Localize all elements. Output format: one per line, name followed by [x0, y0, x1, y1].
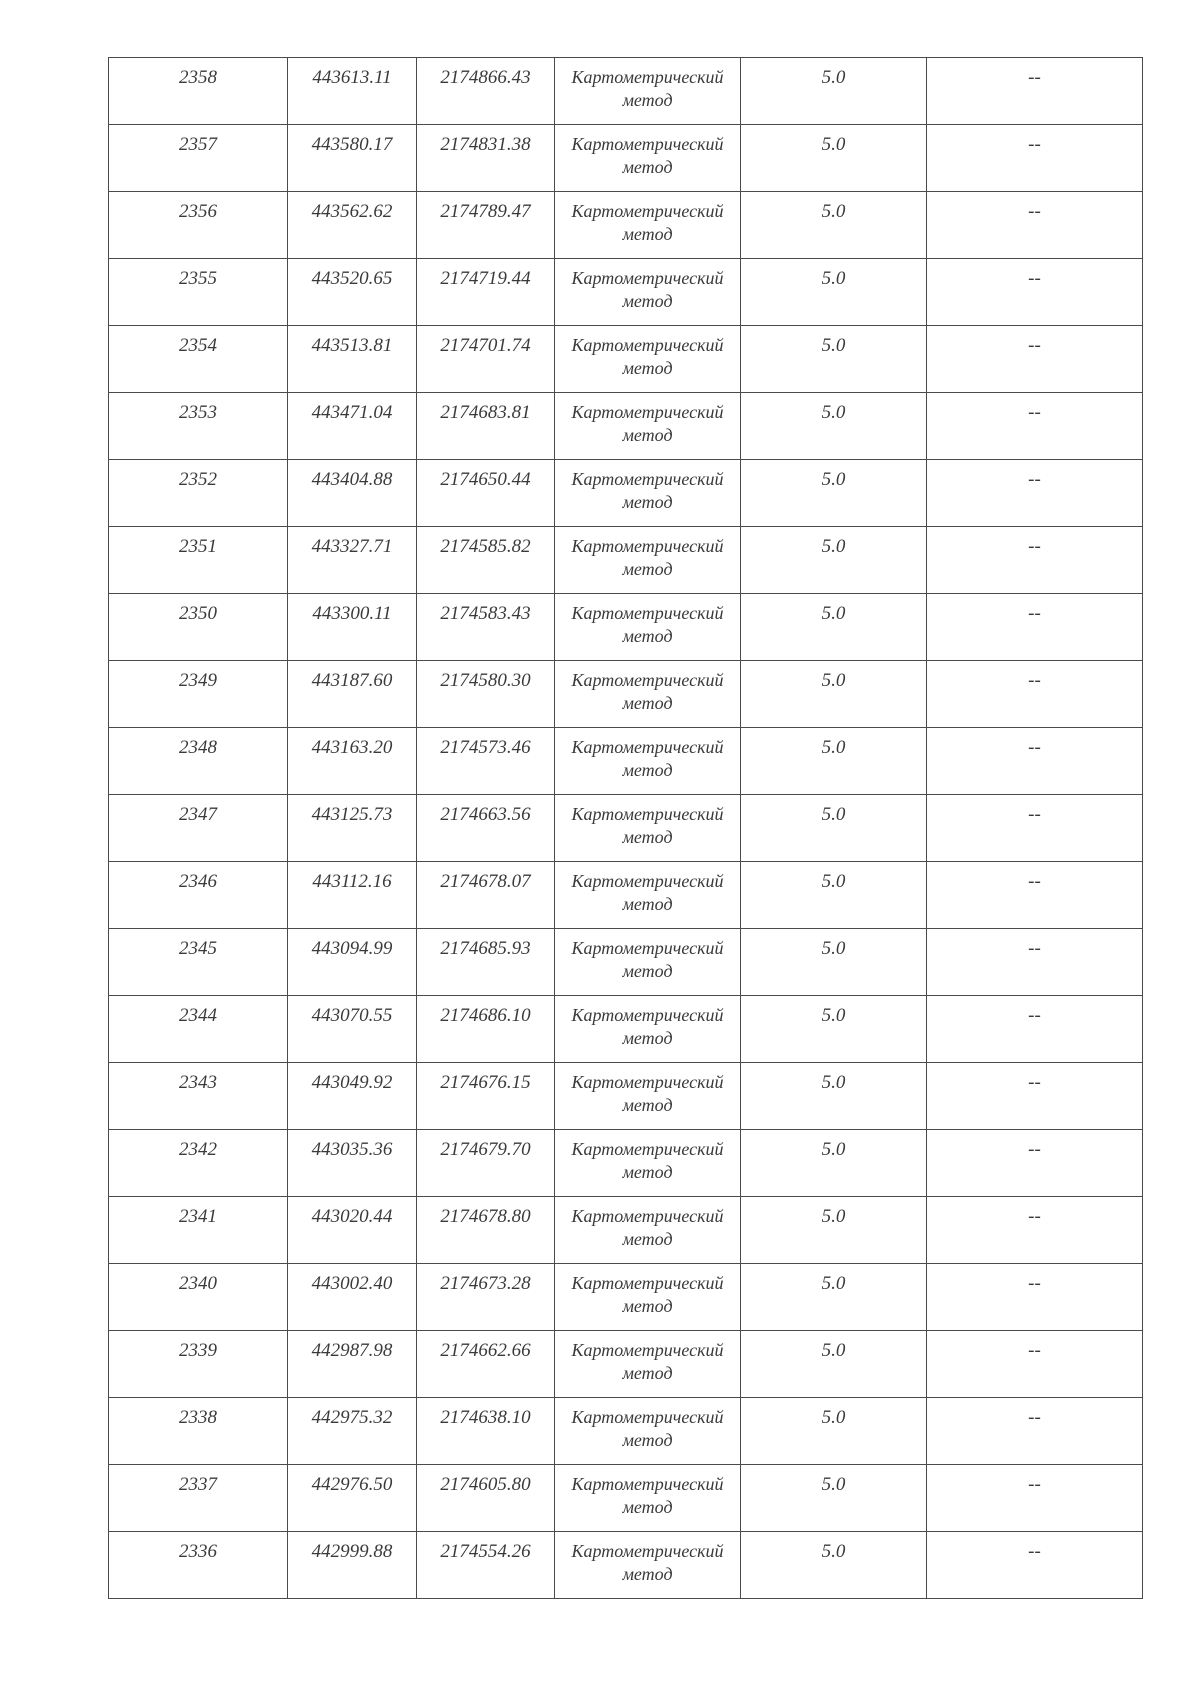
method-line-2: метод — [622, 425, 673, 445]
y-coordinate-cell: 2174789.47 — [417, 192, 555, 259]
method-cell — [555, 393, 741, 460]
method-line-2: метод — [622, 1363, 673, 1383]
y-coordinate-cell: 2174701.74 — [417, 326, 555, 393]
method-line-1: Картометрический — [571, 1474, 724, 1494]
accuracy-cell: 5.0 — [741, 192, 927, 259]
method-line-1: Картометрический — [571, 201, 724, 221]
point-number-cell: 2355 — [109, 259, 288, 326]
method-line-2: метод — [622, 961, 673, 981]
accuracy-cell: 5.0 — [741, 1398, 927, 1465]
description-cell: -- — [927, 862, 1143, 929]
description-cell: -- — [927, 1264, 1143, 1331]
method-line-1: Картометрический — [571, 737, 724, 757]
accuracy-cell: 5.0 — [741, 728, 927, 795]
description-cell: -- — [927, 192, 1143, 259]
point-number-cell: 2349 — [109, 661, 288, 728]
y-coordinate-cell: 2174585.82 — [417, 527, 555, 594]
y-coordinate-cell: 2174831.38 — [417, 125, 555, 192]
method-line-1: Картометрический — [571, 1340, 724, 1360]
description-cell: -- — [927, 125, 1143, 192]
x-coordinate-cell: 443187.60 — [288, 661, 417, 728]
y-coordinate-cell: 2174676.15 — [417, 1063, 555, 1130]
table-row — [109, 460, 1143, 527]
table-row — [109, 1398, 1143, 1465]
method-line-1: Картометрический — [571, 1273, 724, 1293]
table-row — [109, 594, 1143, 661]
x-coordinate-cell: 443300.11 — [288, 594, 417, 661]
point-number-cell: 2339 — [109, 1331, 288, 1398]
table-row — [109, 527, 1143, 594]
method-cell — [555, 125, 741, 192]
y-coordinate-cell: 2174866.43 — [417, 58, 555, 125]
method-cell — [555, 527, 741, 594]
y-coordinate-cell: 2174554.26 — [417, 1532, 555, 1599]
table-row — [109, 661, 1143, 728]
method-cell — [555, 192, 741, 259]
method-line-2: метод — [622, 1564, 673, 1584]
method-line-2: метод — [622, 1162, 673, 1182]
accuracy-cell: 5.0 — [741, 795, 927, 862]
method-cell — [555, 728, 741, 795]
y-coordinate-cell: 2174679.70 — [417, 1130, 555, 1197]
method-line-2: метод — [622, 90, 673, 110]
method-line-2: метод — [622, 492, 673, 512]
point-number-cell: 2354 — [109, 326, 288, 393]
method-cell — [555, 259, 741, 326]
method-line-2: метод — [622, 1296, 673, 1316]
description-cell: -- — [927, 393, 1143, 460]
method-line-1: Картометрический — [571, 804, 724, 824]
method-cell — [555, 862, 741, 929]
method-line-2: метод — [622, 1028, 673, 1048]
accuracy-cell: 5.0 — [741, 1063, 927, 1130]
description-cell: -- — [927, 1130, 1143, 1197]
point-number-cell: 2352 — [109, 460, 288, 527]
accuracy-cell: 5.0 — [741, 125, 927, 192]
method-line-1: Картометрический — [571, 469, 724, 489]
table-body — [109, 58, 1143, 1599]
y-coordinate-cell: 2174663.56 — [417, 795, 555, 862]
y-coordinate-cell: 2174685.93 — [417, 929, 555, 996]
point-number-cell: 2346 — [109, 862, 288, 929]
description-cell: -- — [927, 1197, 1143, 1264]
description-cell: -- — [927, 661, 1143, 728]
x-coordinate-cell: 443404.88 — [288, 460, 417, 527]
x-coordinate-cell: 443049.92 — [288, 1063, 417, 1130]
point-number-cell: 2336 — [109, 1532, 288, 1599]
y-coordinate-cell: 2174605.80 — [417, 1465, 555, 1532]
table-row — [109, 1264, 1143, 1331]
table-row — [109, 862, 1143, 929]
method-cell — [555, 58, 741, 125]
description-cell: -- — [927, 1532, 1143, 1599]
table-row — [109, 795, 1143, 862]
description-cell: -- — [927, 728, 1143, 795]
method-line-1: Картометрический — [571, 402, 724, 422]
method-cell — [555, 326, 741, 393]
accuracy-cell: 5.0 — [741, 929, 927, 996]
accuracy-cell: 5.0 — [741, 1465, 927, 1532]
method-line-1: Картометрический — [571, 1407, 724, 1427]
x-coordinate-cell: 442975.32 — [288, 1398, 417, 1465]
method-line-1: Картометрический — [571, 1005, 724, 1025]
y-coordinate-cell: 2174673.28 — [417, 1264, 555, 1331]
method-line-2: метод — [622, 626, 673, 646]
description-cell: -- — [927, 326, 1143, 393]
coordinates-table — [108, 57, 1143, 1599]
x-coordinate-cell: 443112.16 — [288, 862, 417, 929]
y-coordinate-cell: 2174719.44 — [417, 259, 555, 326]
accuracy-cell: 5.0 — [741, 1197, 927, 1264]
method-line-1: Картометрический — [571, 67, 724, 87]
table-row — [109, 1532, 1143, 1599]
method-line-1: Картометрический — [571, 670, 724, 690]
point-number-cell: 2337 — [109, 1465, 288, 1532]
y-coordinate-cell: 2174650.44 — [417, 460, 555, 527]
y-coordinate-cell: 2174573.46 — [417, 728, 555, 795]
point-number-cell: 2340 — [109, 1264, 288, 1331]
x-coordinate-cell: 443471.04 — [288, 393, 417, 460]
table-row — [109, 1063, 1143, 1130]
table-row — [109, 259, 1143, 326]
point-number-cell: 2347 — [109, 795, 288, 862]
method-cell — [555, 795, 741, 862]
method-cell — [555, 1532, 741, 1599]
description-cell: -- — [927, 527, 1143, 594]
method-cell — [555, 1197, 741, 1264]
description-cell: -- — [927, 259, 1143, 326]
table-row — [109, 58, 1143, 125]
description-cell: -- — [927, 996, 1143, 1063]
method-line-2: метод — [622, 1430, 673, 1450]
description-cell: -- — [927, 1398, 1143, 1465]
table-row — [109, 1465, 1143, 1532]
method-line-2: метод — [622, 760, 673, 780]
method-line-2: метод — [622, 1497, 673, 1517]
accuracy-cell: 5.0 — [741, 527, 927, 594]
point-number-cell: 2356 — [109, 192, 288, 259]
method-line-2: метод — [622, 1229, 673, 1249]
method-line-2: метод — [622, 693, 673, 713]
table-row — [109, 929, 1143, 996]
method-cell — [555, 1264, 741, 1331]
y-coordinate-cell: 2174638.10 — [417, 1398, 555, 1465]
method-line-2: метод — [622, 224, 673, 244]
x-coordinate-cell: 443035.36 — [288, 1130, 417, 1197]
method-line-2: метод — [622, 1095, 673, 1115]
accuracy-cell: 5.0 — [741, 259, 927, 326]
point-number-cell: 2348 — [109, 728, 288, 795]
method-line-2: метод — [622, 559, 673, 579]
accuracy-cell: 5.0 — [741, 1130, 927, 1197]
method-line-1: Картометрический — [571, 603, 724, 623]
accuracy-cell: 5.0 — [741, 1264, 927, 1331]
method-cell — [555, 661, 741, 728]
accuracy-cell: 5.0 — [741, 393, 927, 460]
x-coordinate-cell: 443562.62 — [288, 192, 417, 259]
x-coordinate-cell: 443580.17 — [288, 125, 417, 192]
accuracy-cell: 5.0 — [741, 460, 927, 527]
description-cell: -- — [927, 1063, 1143, 1130]
accuracy-cell: 5.0 — [741, 594, 927, 661]
method-cell — [555, 1331, 741, 1398]
x-coordinate-cell: 443513.81 — [288, 326, 417, 393]
method-cell — [555, 1465, 741, 1532]
description-cell: -- — [927, 460, 1143, 527]
point-number-cell: 2345 — [109, 929, 288, 996]
method-cell — [555, 1130, 741, 1197]
method-line-1: Картометрический — [571, 871, 724, 891]
accuracy-cell: 5.0 — [741, 326, 927, 393]
x-coordinate-cell: 443613.11 — [288, 58, 417, 125]
accuracy-cell: 5.0 — [741, 661, 927, 728]
method-cell — [555, 1063, 741, 1130]
y-coordinate-cell: 2174678.07 — [417, 862, 555, 929]
y-coordinate-cell: 2174583.43 — [417, 594, 555, 661]
y-coordinate-cell: 2174686.10 — [417, 996, 555, 1063]
point-number-cell: 2351 — [109, 527, 288, 594]
point-number-cell: 2338 — [109, 1398, 288, 1465]
y-coordinate-cell: 2174683.81 — [417, 393, 555, 460]
point-number-cell: 2343 — [109, 1063, 288, 1130]
table-row — [109, 326, 1143, 393]
table-row — [109, 728, 1143, 795]
method-line-1: Картометрический — [571, 335, 724, 355]
method-line-2: метод — [622, 894, 673, 914]
x-coordinate-cell: 443520.65 — [288, 259, 417, 326]
table-row — [109, 1331, 1143, 1398]
method-cell — [555, 1398, 741, 1465]
method-line-1: Картометрический — [571, 268, 724, 288]
method-line-2: метод — [622, 157, 673, 177]
method-line-1: Картометрический — [571, 938, 724, 958]
x-coordinate-cell: 443070.55 — [288, 996, 417, 1063]
accuracy-cell: 5.0 — [741, 862, 927, 929]
description-cell: -- — [927, 1331, 1143, 1398]
point-number-cell: 2341 — [109, 1197, 288, 1264]
x-coordinate-cell: 442976.50 — [288, 1465, 417, 1532]
description-cell: -- — [927, 58, 1143, 125]
table-row — [109, 192, 1143, 259]
method-cell — [555, 996, 741, 1063]
x-coordinate-cell: 442999.88 — [288, 1532, 417, 1599]
point-number-cell: 2350 — [109, 594, 288, 661]
point-number-cell: 2342 — [109, 1130, 288, 1197]
point-number-cell: 2353 — [109, 393, 288, 460]
description-cell: -- — [927, 594, 1143, 661]
x-coordinate-cell: 443020.44 — [288, 1197, 417, 1264]
table-row — [109, 996, 1143, 1063]
table-row — [109, 1130, 1143, 1197]
method-line-1: Картометрический — [571, 1541, 724, 1561]
method-line-1: Картометрический — [571, 134, 724, 154]
method-cell — [555, 460, 741, 527]
y-coordinate-cell: 2174678.80 — [417, 1197, 555, 1264]
description-cell: -- — [927, 929, 1143, 996]
method-line-2: метод — [622, 358, 673, 378]
x-coordinate-cell: 443125.73 — [288, 795, 417, 862]
table-row — [109, 1197, 1143, 1264]
method-cell — [555, 929, 741, 996]
method-line-2: метод — [622, 291, 673, 311]
method-line-1: Картометрический — [571, 1139, 724, 1159]
method-line-1: Картометрический — [571, 1072, 724, 1092]
x-coordinate-cell: 443002.40 — [288, 1264, 417, 1331]
x-coordinate-cell: 443163.20 — [288, 728, 417, 795]
accuracy-cell: 5.0 — [741, 1331, 927, 1398]
y-coordinate-cell: 2174580.30 — [417, 661, 555, 728]
y-coordinate-cell: 2174662.66 — [417, 1331, 555, 1398]
table-row — [109, 125, 1143, 192]
method-line-2: метод — [622, 827, 673, 847]
method-line-1: Картометрический — [571, 536, 724, 556]
method-cell — [555, 594, 741, 661]
point-number-cell: 2357 — [109, 125, 288, 192]
method-line-1: Картометрический — [571, 1206, 724, 1226]
accuracy-cell: 5.0 — [741, 996, 927, 1063]
table-row — [109, 393, 1143, 460]
point-number-cell: 2344 — [109, 996, 288, 1063]
x-coordinate-cell: 443094.99 — [288, 929, 417, 996]
accuracy-cell: 5.0 — [741, 1532, 927, 1599]
description-cell: -- — [927, 795, 1143, 862]
x-coordinate-cell: 443327.71 — [288, 527, 417, 594]
x-coordinate-cell: 442987.98 — [288, 1331, 417, 1398]
accuracy-cell: 5.0 — [741, 58, 927, 125]
point-number-cell: 2358 — [109, 58, 288, 125]
description-cell: -- — [927, 1465, 1143, 1532]
